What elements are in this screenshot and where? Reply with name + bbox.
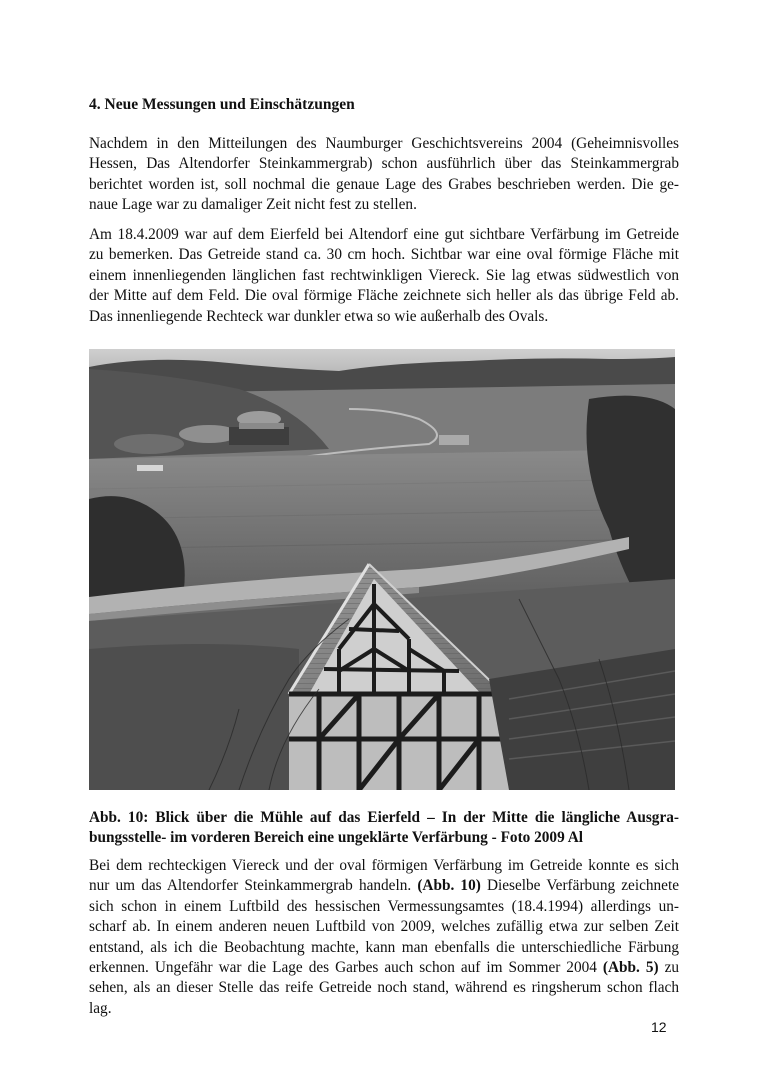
text-line: der Mitte auf dem Feld. Die oval förmige Fläche zeichnete sich heller als das übrige Feld ab. — [89, 287, 679, 305]
text-line: Das innenliegende Rechteck war dunkler etwa so wie außerhalb des Ovals. — [89, 307, 549, 325]
text-line: berichtet worden ist, soll nochmal die genaue Lage des Grabes beschrieben werden. Die ge- — [89, 175, 679, 193]
text-line: Nachdem in den Mitteilungen des Naumburger Geschichtsvereins 2004 (Geheimnisvolles — [89, 135, 679, 152]
text-segment: nur um das Altendorfer Steinkammergrab handeln. — [89, 877, 418, 895]
paragraph-intro — [89, 134, 679, 216]
section-heading: 4. Neue Messungen und Einschätzungen — [89, 96, 355, 113]
text-line: scharf ab. In einem anderen neuen Luftbild von 2009, welches zufällig etwa zur selben Zeit — [89, 918, 679, 936]
text-line: einem innenliegenden länglichen fast rechtwinkligen Viereck. Sie lag etwas südwestlich von — [89, 266, 679, 284]
text-segment: zu — [658, 959, 680, 977]
paragraph-observation — [89, 225, 679, 327]
text-line — [89, 958, 679, 978]
text-line: sehen, als an dieser Stelle das reife Getreide noch stand, während es ringsherum schon flach — [89, 979, 679, 997]
figure-reference: (Abb. 5) — [602, 959, 659, 977]
text-line: naue Lage war zu damaliger Zeit nicht fest zu stellen. — [89, 196, 417, 214]
paragraph-conclusion — [89, 856, 679, 1019]
caption-line: bungsstelle- im vorderen Bereich eine ungeklärte Verfärbung - Foto 2009 Al — [89, 829, 584, 847]
text-line: zu bemerken. Das Getreide stand ca. 30 cm hoch. Sichtbar war eine oval förmige Fläche mit — [89, 246, 679, 264]
text-line: lag. — [89, 999, 112, 1017]
landscape-photo — [89, 349, 675, 790]
page-number: 12 — [651, 1019, 667, 1035]
figure-reference: (Abb. 10) — [417, 877, 481, 895]
caption-line: Abb. 10: Blick über die Mühle auf das Eierfeld – In der Mitte die längliche Ausgra- — [89, 809, 679, 826]
text-segment: erkennen. Ungefähr war die Lage des Garbes auch schon auf im Sommer 2004 — [89, 959, 603, 977]
text-segment: Dieselbe Verfärbung zeichnete — [480, 877, 680, 895]
text-line — [89, 876, 679, 896]
text-line: entstand, als ich die Beobachtung machte, kann man ebenfalls die unterschiedliche Färbung — [89, 938, 679, 956]
text-line: Bei dem rechteckigen Viereck und der oval förmigen Verfärbung im Getreide konnte es sich — [89, 857, 679, 874]
figure-caption — [89, 808, 679, 849]
text-line: Am 18.4.2009 war auf dem Eierfeld bei Altendorf eine gut sichtbare Verfärbung im Getreide — [89, 226, 679, 243]
text-line: Hessen, Das Altendorfer Steinkammergrab) schon ausführlich über das Steinkammergrab — [89, 155, 679, 173]
text-line: sich schon in einem Luftbild des hessischen Vermessungsamtes (18.4.1994) allerdings un- — [89, 897, 679, 915]
